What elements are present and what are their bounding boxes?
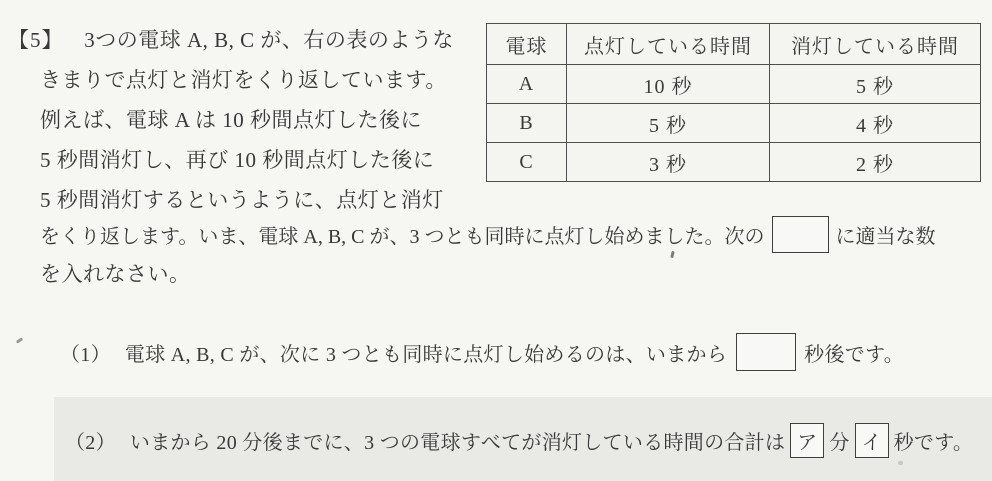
table-row-a	[487, 65, 981, 104]
bulb-c-on-time: 3 秒	[567, 143, 770, 182]
fill-in-box-i: イ	[855, 423, 889, 458]
problem-last-line: を入れなさい。	[40, 262, 191, 286]
fill-in-box-a: ア	[790, 423, 824, 458]
problem-intro-line-5: 5 秒間消灯するというように、点灯と消灯	[40, 188, 444, 212]
table-row-c	[487, 143, 981, 182]
problem-intro-line-2: きまりで点灯と消灯をくり返しています。	[40, 68, 447, 92]
problem-intro-line-4: 5 秒間消灯し、再び 10 秒間点灯した後に	[40, 148, 435, 172]
problem-intro-line-1	[8, 24, 454, 54]
continuation-text-before: をくり返します。いま、電球 A, B, C が、3 つとも同時に点灯し始めました。次の	[40, 226, 765, 248]
bulb-b-on-time: 5 秒	[567, 104, 770, 143]
bulb-b-label: B	[487, 104, 567, 143]
header-off-time: 消灯している時間	[770, 24, 981, 65]
table-header-row	[487, 24, 981, 65]
scan-speck	[670, 251, 674, 258]
header-bulb: 電球	[487, 24, 567, 65]
question-1-label: （1）	[60, 343, 111, 366]
bulb-a-label: A	[487, 65, 567, 104]
continuation-text-after: に適当な数	[835, 226, 936, 248]
bulb-c-label: C	[487, 143, 567, 182]
fill-in-box-statement	[772, 216, 829, 253]
question-2-label: （2）	[65, 432, 116, 454]
question-2-suffix: 秒です。	[893, 432, 974, 454]
bulb-a-on-time: 10 秒	[567, 65, 770, 104]
scan-speck	[16, 337, 23, 343]
problem-intro-line-3: 例えば、電球 A は 10 秒間点灯した後に	[40, 108, 423, 132]
question-1-text: 電球 A, B, C が、次に 3 つとも同時に点灯し始めるのは、いまから	[124, 343, 728, 366]
question-1-suffix: 秒後です。	[804, 343, 905, 366]
problem-continuation-line	[40, 216, 936, 253]
question-2-text: いまから 20 分後までに、3 つの電球すべてが消灯している時間の合計は	[129, 432, 786, 454]
intro-text-1: 3つの電球 A, B, C が、右の表のような	[84, 28, 454, 52]
problem-number: 【5】	[8, 28, 64, 52]
bulb-b-off-time: 4 秒	[770, 104, 981, 143]
question-2	[65, 423, 973, 458]
header-on-time: 点灯している時間	[567, 24, 770, 65]
bulb-timing-table	[486, 23, 981, 182]
bulb-a-off-time: 5 秒	[770, 65, 981, 104]
table-row-b	[487, 104, 981, 143]
question-2-minutes-unit: 分	[829, 432, 850, 454]
scan-speck	[898, 461, 903, 465]
bulb-c-off-time: 2 秒	[770, 143, 981, 182]
fill-in-box-q1	[736, 333, 796, 371]
question-1	[60, 333, 904, 371]
